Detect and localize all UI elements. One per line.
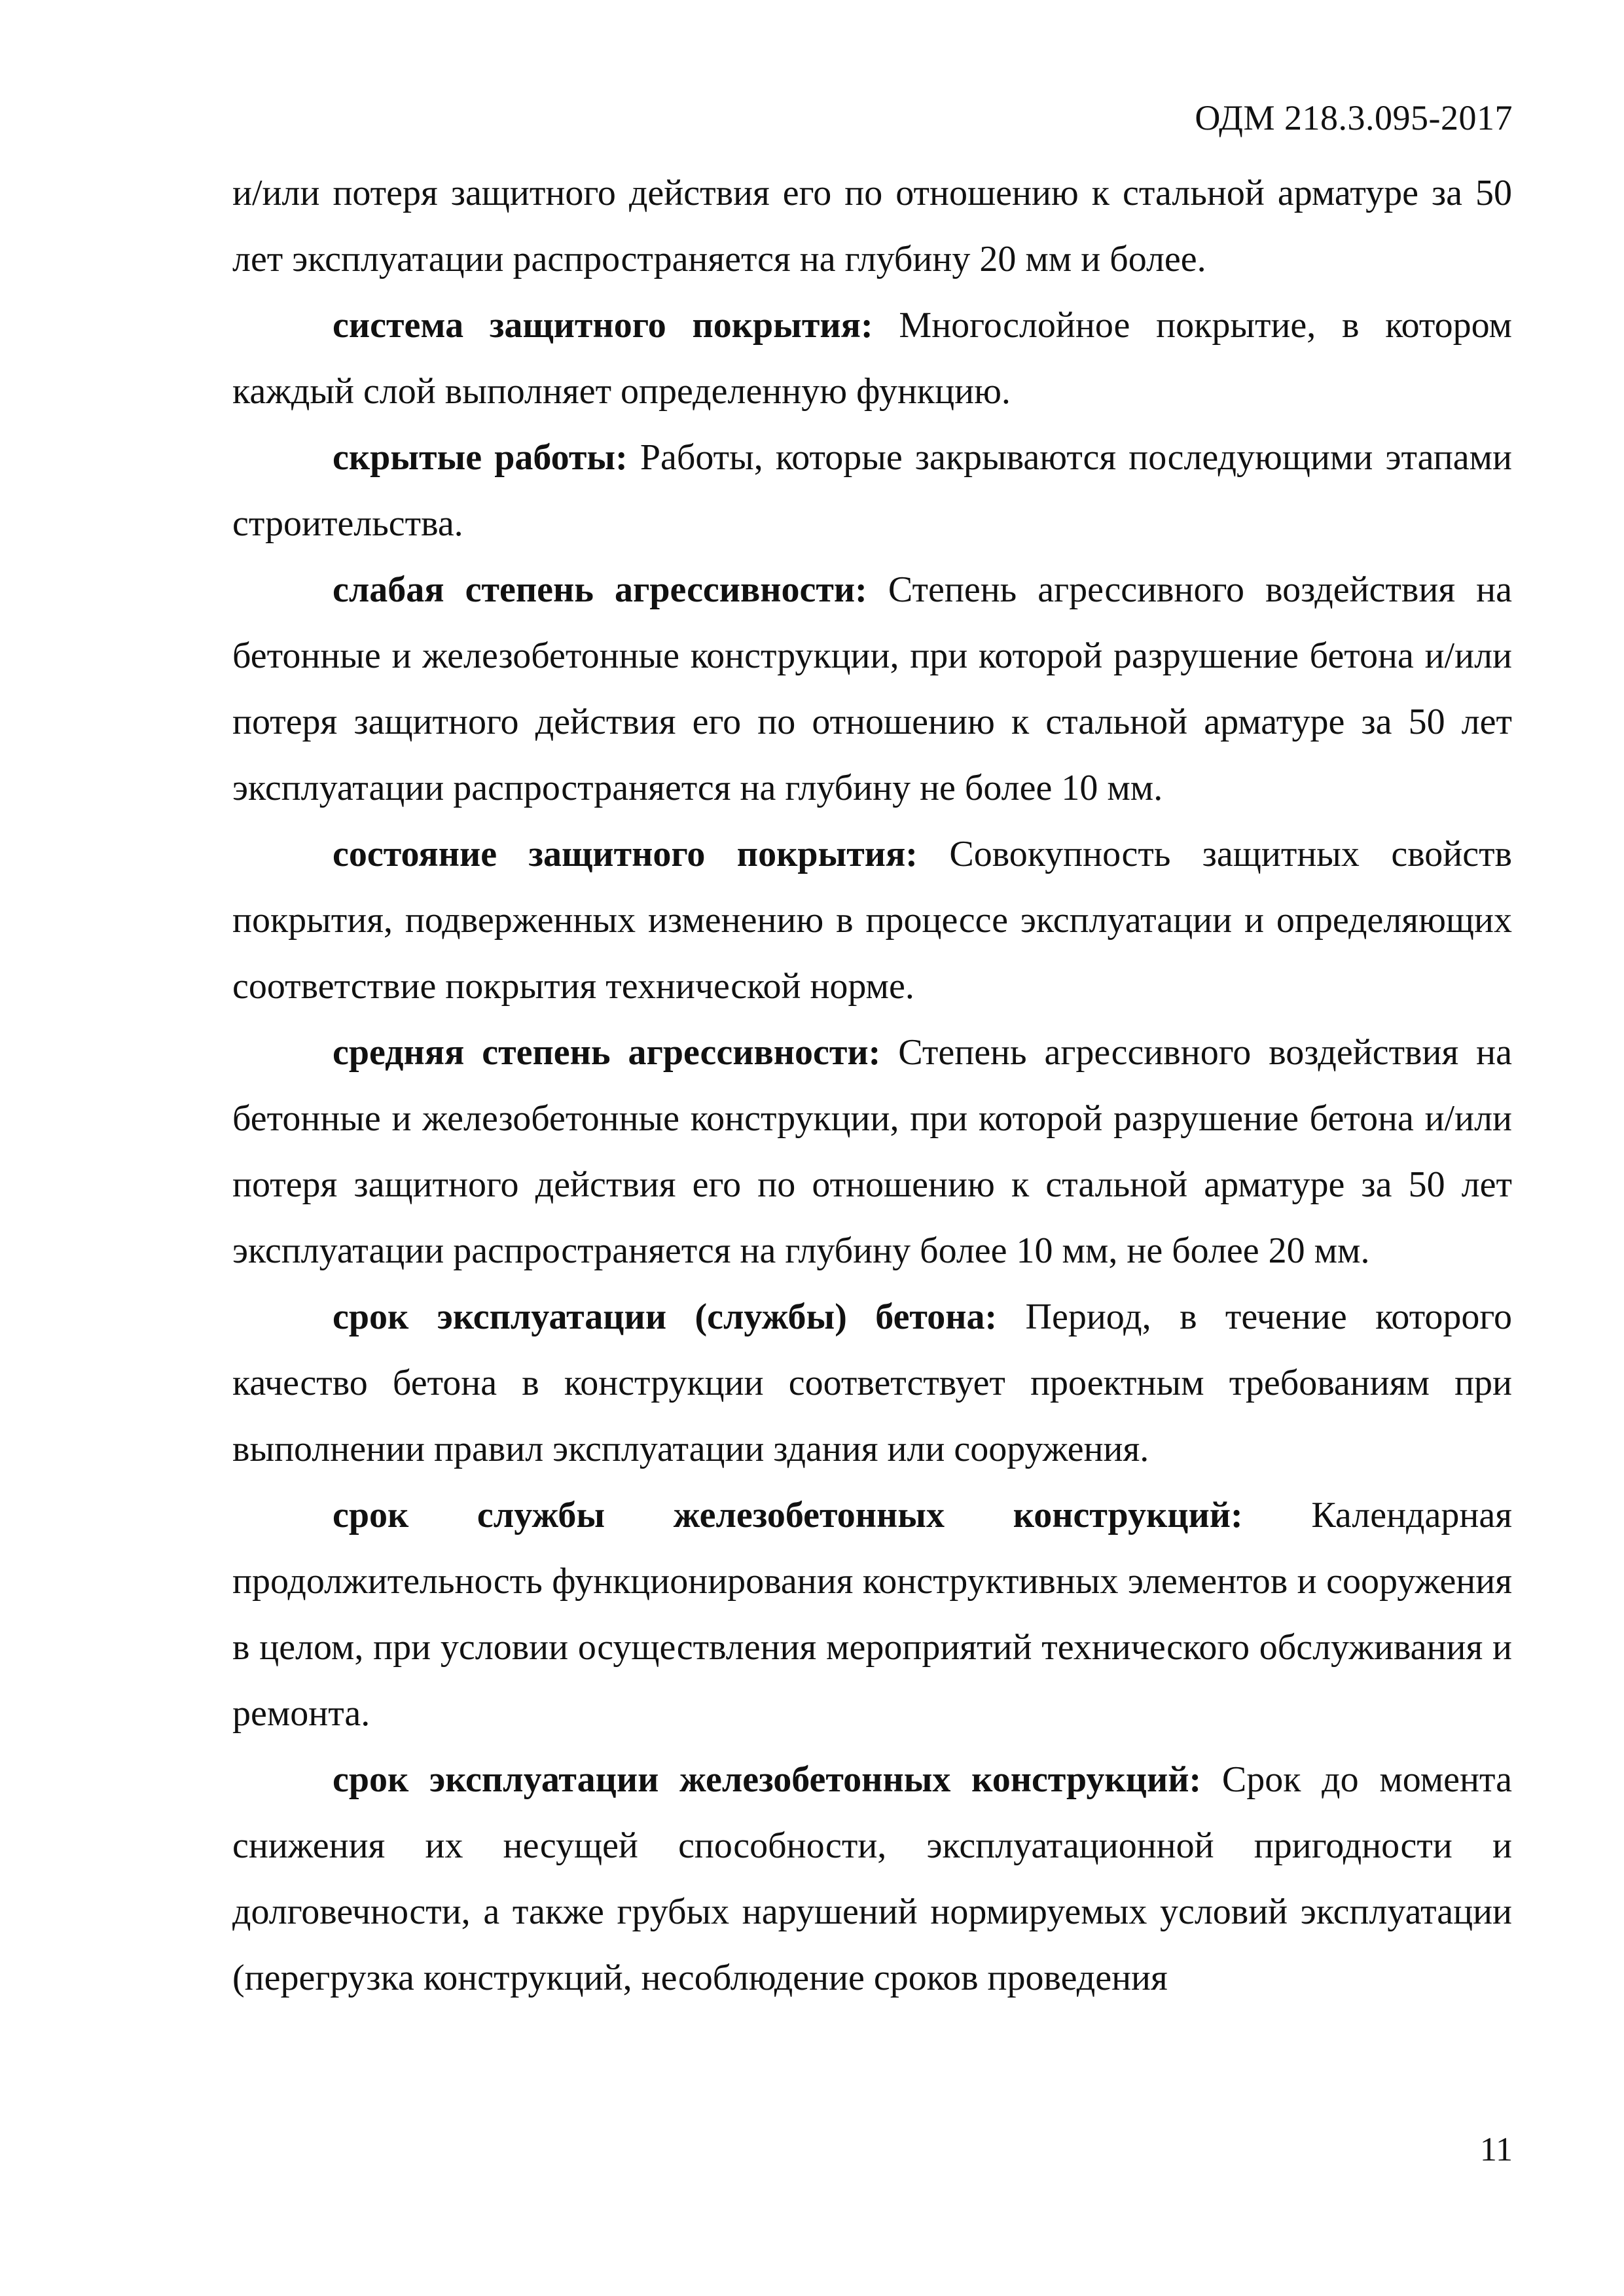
definition-text: Степень агрессивного воздействия на бетонные и железобетонные конструкции, при которой разрушение бетона и/или потеря защитного действия его по отношению к стальной арматуре за 50 лет эксплуатации распространяется на глубину более 10 мм, не более 20 мм. [232,1032,1512,1271]
definition-paragraph [232,425,1512,557]
definition-text: Период, в течение которого качество бетона в конструкции соответствует проектным требованиям при выполнении правил эксплуатации здания или сооружения. [232,1297,1513,1469]
definition-paragraph [232,557,1512,821]
definition-paragraph [232,1482,1512,1747]
definition-paragraph [232,1747,1512,2011]
definition-text: Календарная продолжительность функционирования конструктивных элементов и сооружения в целом, при условии осуществления мероприятий технического обслуживания и ремонта. [232,1495,1512,1734]
definition-text: Многослойное покрытие, в котором каждый слой выполняет определенную функцию. [232,305,1512,412]
definition-paragraph [232,1284,1512,1482]
definition-term: срок эксплуатации (службы) бетона: [333,1297,998,1337]
definition-text: Срок до момента снижения их несущей способности, эксплуатационной пригодности и долговечности, а также грубых нарушений нормируемых условий эксплуатации (перегрузка конструкций, несоблюдение сроков проведения [232,1759,1512,1998]
document-body [232,160,1512,2011]
document-code-header: ОДМ 218.3.095-2017 [1195,98,1513,137]
definition-term: срок эксплуатации железобетонных конструкций: [333,1759,1202,1800]
definition-term: система защитного покрытия: [333,305,873,346]
definition-term: скрытые работы: [333,437,628,478]
definition-term: состояние защитного покрытия: [333,834,918,874]
definition-paragraph [232,293,1512,425]
page-number: 11 [1479,2131,1513,2168]
definition-text: Работы, которые закрываются последующими этапами строительства. [232,437,1512,544]
definition-term: срок службы железобетонных конструкций: [333,1495,1243,1535]
definition-term: слабая степень агрессивности: [333,569,867,610]
definition-paragraph [232,821,1512,1020]
definition-text: Степень агрессивного воздействия на бетонные и железобетонные конструкции, при которой разрушение бетона и/или потеря защитного действия его по отношению к стальной арматуре за 50 лет эксплуатации распространяется на глубину не более 10 мм. [232,569,1512,808]
continuation-paragraph: и/или потеря защитного действия его по отношению к стальной арматуре за 50 лет эксплуатации распространяется на глубину 20 мм и более. [232,173,1512,279]
definition-text: Совокупность защитных свойств покрытия, подверженных изменению в процессе эксплуатации и определяющих соответствие покрытия технической норме. [232,834,1512,1007]
definition-paragraph [232,1020,1512,1284]
definition-term: средняя степень агрессивности: [333,1032,881,1073]
